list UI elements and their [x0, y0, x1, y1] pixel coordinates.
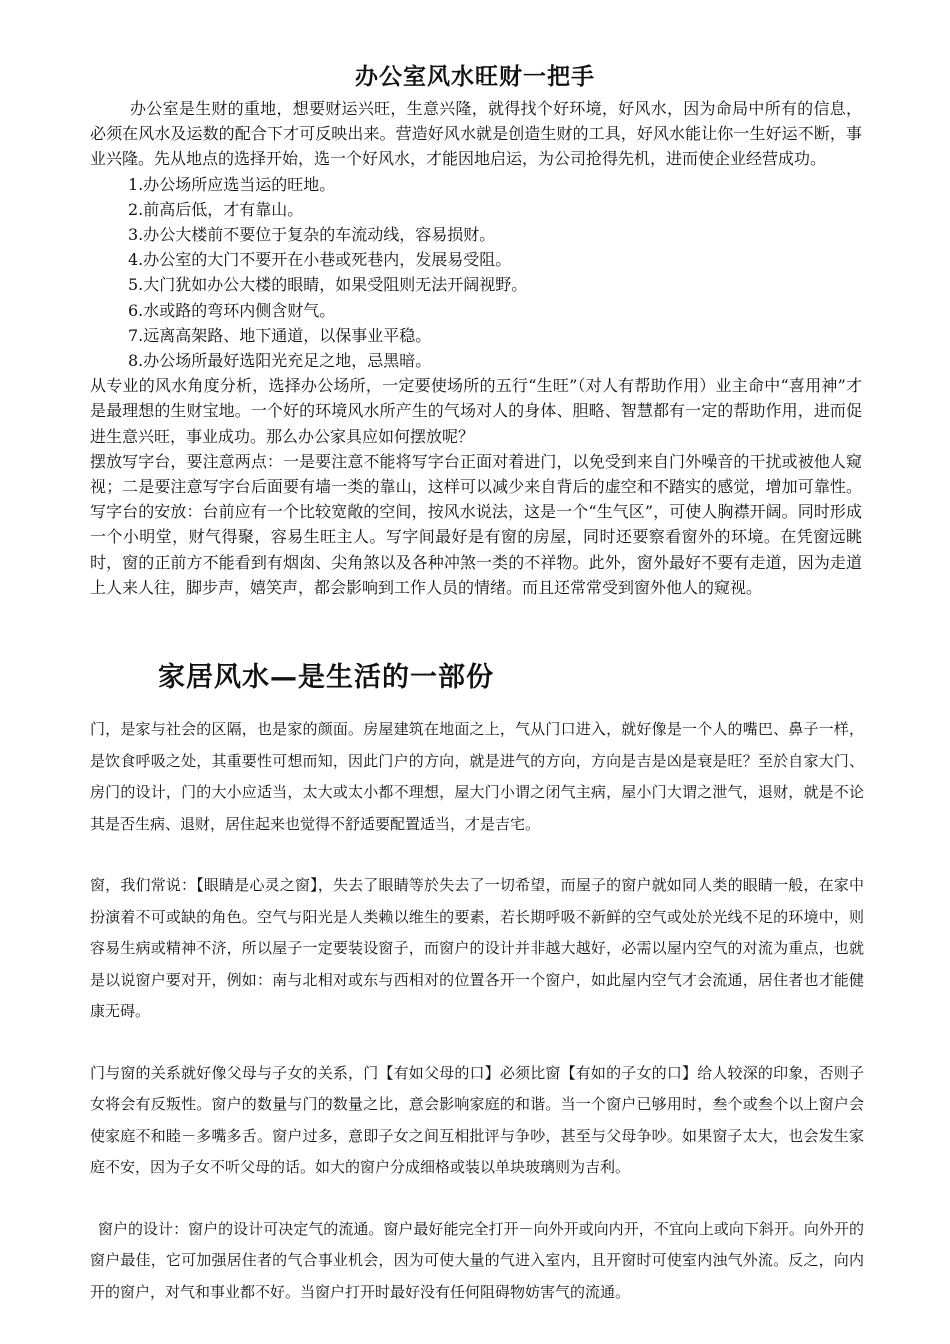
home-door-paragraph: 门，是家与社会的区隔，也是家的颜面。房屋建筑在地面之上，气从门口进入，就好像是一个人的嘴巴、鼻子一样，是饮食呼吸之处，其重要性可想而知，因此门户的方向，就是进气的方向，方向是吉是凶是衰是旺？至於自家大门、房门的设计，门的大小应适当，太大或太小都不理想，屋大门小谓之闭气主病，屋小门大谓之泄气，退财，就是不论其是否生病、退财，居住起来也觉得不舒适要配置适当，才是吉宅。 — [90, 720, 864, 833]
home-window-design-paragraph: 窗户的设计：窗户的设计可决定气的流通。窗户最好能完全打开－向外开或向内开，不宜向上或向下斜开。向外开的窗户最佳，它可加强居住者的气合事业机会，因为可使大量的气进入室内，且开窗时可使室内浊气外流。反之，向内开的窗户，对气和事业都不好。当窗户打开时最好没有任何阻碍物妨害气的流通。 — [90, 1219, 864, 1301]
office-title: 办公室风水旺财一把手 — [355, 64, 595, 90]
list-item: 8.办公场所最好选阳光充足之地，忌黑暗。 — [128, 351, 432, 371]
list-item: 4.办公室的大门不要开在小巷或死巷内，发展易受阻。 — [128, 250, 512, 270]
home-section — [90, 714, 864, 1308]
list-item: 1.办公场所应选当运的旺地。 — [128, 174, 336, 194]
list-item: 2.前高后低，才有靠山。 — [128, 199, 304, 219]
office-analysis-paragraph: 从专业的风水角度分析，选择办公场所，一定要使场所的五行“生旺”（对人有帮助作用）业主命中“喜用神”才是最理想的生财宝地。一个好的环境风水所产生的气场对人的身体、胆略、智慧都有一定的帮助作用，进而促进生意兴旺，事业成功。那么办公家具应如何摆放呢？ — [90, 376, 862, 446]
home-window-paragraph: 窗，我们常说：【眼睛是心灵之窗】，失去了眼睛等於失去了一切希望，而屋子的窗户就如同人类的眼睛一般，在家中扮演着不可或缺的角色。空气与阳光是人类赖以维生的要素，若长期呼吸不新鲜的空气或处於光线不足的环境中，则容易生病或精神不济，所以屋子一定要装设窗子，而窗户的设计并非越大越好，必需以屋内空气的对流为重点，也就是以说窗户要对开，例如：南与北相对或东与西相对的位置各开一个窗户，如此屋内空气才会流通，居住者也才能健康无碍。 — [90, 876, 864, 1020]
home-door-window-paragraph: 门与窗的关系就好像父母与子女的关系，门【有如父母的口】必须比窗【有如的子女的口】给人较深的印象，否则子女将会有反叛性。窗户的数量与门的数量之比，意会影响家庭的和谐。当一个窗户已够用时，叁个或叁个以上窗户会使家庭不和睦－多嘴多舌。窗户过多，意即子女之间互相批评与争吵，甚至与父母争吵。如果窗子太大，也会发生家庭不安，因为子女不听父母的话。如大的窗户分成细格或装以单块玻璃则为吉利。 — [90, 1063, 864, 1176]
list-item: 5.大门犹如办公大楼的眼睛，如果受阻则无法开阔视野。 — [128, 275, 528, 295]
office-list — [90, 172, 862, 374]
office-intro-paragraph: 办公室是生财的重地，想要财运兴旺，生意兴隆，就得找个好环境，好风水，因为命局中所有的信息，必须在风水及运数的配合下才可反映出来。营造好风水就是创造生财的工具，好风水能让你一生好运不断，事业兴隆。先从地点的选择开始，选一个好风水，才能因地启运，为公司抢得先机，进而使企业经营成功。 — [90, 99, 862, 169]
list-item: 7.远离高架路、地下通道，以保事业平稳。 — [128, 325, 432, 345]
list-item: 3.办公大楼前不要位于复杂的车流动线，容易损财。 — [128, 225, 496, 245]
list-item: 6.水或路的弯环内侧含财气。 — [128, 300, 336, 320]
home-title: 家居风水—是生活的一部份 — [158, 662, 494, 693]
office-desk-paragraph: 摆放写字台，要注意两点：一是要注意不能将写字台正面对着进门，以免受到来自门外噪音的干扰或被他人窥视；二是要注意写字台后面要有墙一类的靠山，这样可以减少来自背后的虚空和不踏实的感觉，增加可靠性。 写字台的安放：台前应有一个比较宽敞的空间，按风水说法，这是一个“生气区”，可使人胸襟开阔。同时形成一个小明堂，财气得聚，容易生旺主人。写字间最好是有窗的房屋，同时还要察看窗外的环境。在凭窗远眺时，窗的正前方不能看到有烟囱、尖角煞以及各种冲煞一类的不祥物。此外，窗外最好不要有走道，因为走道上人来人往，脚步声，嬉笑声，都会影响到工作人员的情绪。而且还常常受到窗外他人的窥视。 — [90, 451, 862, 597]
office-section — [90, 96, 862, 600]
